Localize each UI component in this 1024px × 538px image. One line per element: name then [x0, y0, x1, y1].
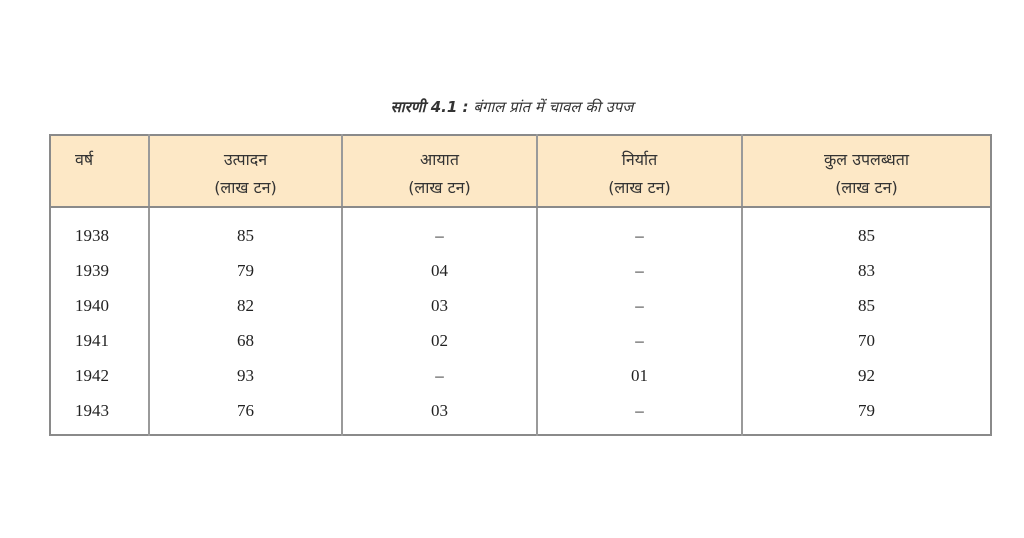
cell-import: 03: [342, 288, 537, 323]
cell-import: 02: [342, 323, 537, 358]
cell-production: 82: [149, 288, 342, 323]
cell-import: –: [342, 358, 537, 393]
cell-import: –: [342, 207, 537, 253]
table-header: [50, 135, 991, 207]
table-row: [50, 288, 991, 323]
cell-total-availability: 92: [858, 365, 875, 385]
column-header-unit: (लाख टन): [835, 178, 898, 197]
cell-production: 93: [149, 358, 342, 393]
cell-import: 03: [342, 393, 537, 435]
column-header-import: [342, 135, 537, 207]
table-row: [50, 393, 991, 435]
cell-export: –: [537, 288, 742, 323]
cell-export: –: [537, 207, 742, 253]
column-header-label: उत्पादन: [223, 150, 268, 169]
table-body: [50, 207, 991, 435]
column-header-unit: (लाख टन): [608, 178, 671, 197]
cell-total-availability: 83: [858, 260, 875, 280]
cell-production: 68: [149, 323, 342, 358]
cell-year: 1943: [50, 393, 149, 435]
cell-year: 1940: [50, 288, 149, 323]
cell-export: –: [537, 323, 742, 358]
cell-total-availability: 85: [858, 225, 875, 245]
table-row: [50, 358, 991, 393]
table-row: [50, 253, 991, 288]
header-row: [50, 135, 991, 207]
cell-production: 79: [149, 253, 342, 288]
cell-year: 1942: [50, 358, 149, 393]
table-row: [50, 323, 991, 358]
cell-year: 1938: [50, 207, 149, 253]
cell-import: 04: [342, 253, 537, 288]
table-caption: [0, 97, 1024, 117]
column-header-label: वर्ष: [75, 150, 94, 169]
cell-total-availability: 79: [858, 400, 875, 420]
cell-year: 1939: [50, 253, 149, 288]
column-header-unit: (लाख टन): [214, 178, 277, 197]
cell-export: –: [537, 393, 742, 435]
column-header-total-availability: [742, 135, 991, 207]
cell-production: 76: [149, 393, 342, 435]
column-header-label: कुल उपलब्धता: [823, 150, 910, 169]
cell-year: 1941: [50, 323, 149, 358]
column-header-year: [50, 135, 149, 207]
cell-export: –: [537, 253, 742, 288]
table-number: सारणी 4.1 :: [390, 98, 469, 116]
table-row: [50, 207, 991, 253]
column-header-unit: (लाख टन): [408, 178, 471, 197]
column-header-label: निर्यात: [621, 150, 658, 169]
cell-total-availability: 85: [858, 295, 875, 315]
rice-production-table: [49, 134, 992, 436]
table-title: बंगाल प्रांत में चावल की उपज: [473, 98, 634, 116]
column-header-export: [537, 135, 742, 207]
cell-total-availability: 70: [858, 330, 875, 350]
column-header-production: [149, 135, 342, 207]
cell-production: 85: [149, 207, 342, 253]
column-header-label: आयात: [420, 150, 459, 169]
cell-export: 01: [537, 358, 742, 393]
